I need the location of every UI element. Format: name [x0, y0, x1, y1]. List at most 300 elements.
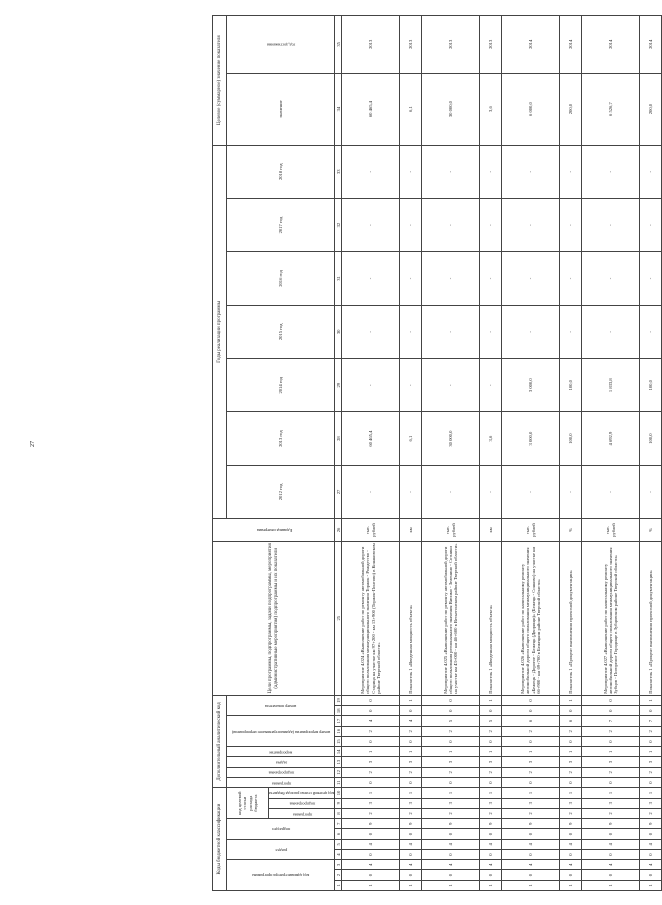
column-number: 25	[335, 541, 342, 695]
code-digit: 0	[582, 706, 640, 716]
code-digit: 0	[422, 706, 480, 716]
code-digit: 0	[342, 736, 400, 746]
code-digit: 0	[342, 849, 400, 859]
address-group-header: Дополнительный аналитический код	[213, 695, 227, 788]
expense-kind-header: номер показателя	[227, 695, 335, 716]
program-header: программа	[269, 808, 335, 818]
code-digit: 9	[342, 819, 400, 829]
year-header-2017: 2017 год	[227, 198, 335, 251]
column-number: 1	[335, 880, 342, 890]
code-digit: 0	[640, 706, 662, 716]
year-value-cell: -	[480, 145, 502, 198]
year-value-cell: -	[502, 465, 560, 518]
column-number: 8	[335, 808, 342, 818]
code-digit: 4	[422, 839, 480, 849]
code-digit: 4	[400, 716, 422, 726]
code-digit: 1	[400, 880, 422, 890]
year-value-cell: -	[400, 145, 422, 198]
rotated-table-sheet	[212, 15, 654, 891]
column-number: 30	[335, 305, 342, 358]
address-program-header: программа	[227, 777, 335, 787]
program-table	[212, 15, 662, 891]
year-value-cell: -	[560, 145, 582, 198]
code-digit: 2	[422, 726, 480, 736]
column-number-row	[335, 16, 342, 891]
code-digit: 3	[560, 798, 582, 808]
code-digit: 1	[480, 695, 502, 705]
target-year-cell: 2014	[582, 16, 640, 74]
column-number: 10	[335, 788, 342, 798]
table-row	[502, 16, 560, 891]
unit-cell: км	[480, 519, 502, 542]
code-digit: 3	[582, 757, 640, 767]
code-digit: 0	[422, 829, 480, 839]
year-value-cell: -	[422, 252, 480, 305]
code-digit: 1	[400, 747, 422, 757]
year-value-cell: -	[502, 305, 560, 358]
code-digit: 0	[400, 736, 422, 746]
code-digit: 3	[582, 798, 640, 808]
code-digit: 1	[640, 695, 662, 705]
year-value-cell: -	[640, 252, 662, 305]
code-digit: 0	[400, 829, 422, 839]
code-digit: 2	[502, 726, 560, 736]
year-value-cell: -	[640, 305, 662, 358]
year-value-cell: -	[582, 252, 640, 305]
code-digit: 0	[400, 849, 422, 859]
code-digit: 2	[582, 808, 640, 818]
table-row	[560, 16, 582, 891]
target-value-cell: 60 465,4	[342, 73, 400, 145]
year-header-2016: 2016 год	[227, 252, 335, 305]
code-digit: 0	[502, 849, 560, 859]
year-value-cell: -	[560, 305, 582, 358]
code-digit: 3	[342, 798, 400, 808]
code-digit: 0	[480, 736, 502, 746]
code-digit: 4	[640, 839, 662, 849]
code-digit: 3	[422, 757, 480, 767]
year-value-cell: -	[480, 305, 502, 358]
code-digit: 1	[640, 788, 662, 798]
unit-header: Единица измерения	[213, 519, 335, 542]
code-digit: 4	[400, 839, 422, 849]
code-digit: 0	[640, 777, 662, 787]
column-number: 9	[335, 798, 342, 808]
code-digit: 4	[342, 839, 400, 849]
target-group-header: код целевой статьи расхода бюджета	[227, 788, 269, 819]
target-value-header: значение	[227, 73, 335, 145]
target-year-cell: 2013	[422, 16, 480, 74]
event-number-header: номер мероприятия (административного мероприятия)	[227, 716, 335, 747]
year-value-cell: -	[502, 252, 560, 305]
code-digit: 0	[582, 777, 640, 787]
code-digit: 2	[560, 808, 582, 818]
code-digit: 0	[582, 695, 640, 705]
column-number: 19	[335, 695, 342, 705]
code-digit: 1	[582, 747, 640, 757]
year-value-cell: 60 465,4	[342, 412, 400, 465]
code-digit: 2	[480, 767, 502, 777]
year-header-2013: 2013 год	[227, 412, 335, 465]
year-value-cell: -	[400, 305, 422, 358]
code-digit: 2	[480, 726, 502, 736]
code-digit: 4	[640, 860, 662, 870]
year-value-cell: -	[640, 198, 662, 251]
column-number: 35	[335, 16, 342, 74]
code-digit: 1	[480, 747, 502, 757]
code-digit: 0	[480, 829, 502, 839]
column-number: 5	[335, 839, 342, 849]
code-digit: 0	[480, 849, 502, 859]
year-value-cell: 4 692,9	[582, 412, 640, 465]
code-digit: 0	[342, 829, 400, 839]
event-type-header: мероприятие	[227, 747, 335, 757]
code-digit: 3	[422, 798, 480, 808]
code-digit: 7	[640, 716, 662, 726]
code-digit: 1	[422, 880, 480, 890]
year-value-cell: -	[400, 252, 422, 305]
year-header-2015: 2015 год	[227, 305, 335, 358]
years-group-header: Годы реализации программы	[213, 145, 227, 519]
table-row	[640, 16, 662, 891]
column-number: 11	[335, 777, 342, 787]
unit-cell: %	[560, 519, 582, 542]
code-digit: 0	[422, 870, 480, 880]
code-digit: 0	[400, 706, 422, 716]
code-digit: 3	[640, 757, 662, 767]
column-number: 18	[335, 706, 342, 716]
target-year-cell: 2013	[480, 16, 502, 74]
year-value-cell: -	[422, 305, 480, 358]
column-number: 16	[335, 726, 342, 736]
code-digit: 3	[342, 757, 400, 767]
code-digit: 6	[560, 716, 582, 726]
year-value-cell: -	[422, 465, 480, 518]
code-digit: 0	[582, 736, 640, 746]
code-digit: 0	[582, 870, 640, 880]
year-value-cell: -	[342, 305, 400, 358]
column-number: 14	[335, 747, 342, 757]
column-number: 28	[335, 412, 342, 465]
code-digit: 0	[560, 706, 582, 716]
indicator-name: Показатель 1 «Введенная мощность объекта»	[400, 541, 422, 695]
column-number: 27	[335, 465, 342, 518]
code-digit: 1	[480, 788, 502, 798]
code-digit: 0	[400, 870, 422, 880]
year-value-cell: -	[342, 145, 400, 198]
code-digit: 0	[422, 849, 480, 859]
year-value-cell: -	[480, 252, 502, 305]
code-digit: 1	[560, 880, 582, 890]
budget-group-header: Коды бюджетной классификации	[213, 788, 227, 891]
year-value-cell: -	[400, 359, 422, 412]
code-digit: 2	[640, 808, 662, 818]
year-value-cell: -	[560, 465, 582, 518]
code-digit: 3	[480, 798, 502, 808]
code-digit: 1	[342, 788, 400, 798]
code-digit: 1	[422, 747, 480, 757]
year-value-cell: -	[342, 465, 400, 518]
year-value-cell: -	[560, 198, 582, 251]
code-digit: 4	[342, 860, 400, 870]
code-digit: 1	[502, 788, 560, 798]
subprogram-header: подпрограмма	[269, 798, 335, 808]
target-year-header: год достижения	[227, 16, 335, 74]
code-digit: 9	[400, 819, 422, 829]
code-digit: 1	[400, 788, 422, 798]
code-digit: 4	[582, 860, 640, 870]
code-digit: 5	[480, 716, 502, 726]
code-digit: 4	[400, 860, 422, 870]
code-digit: 2	[342, 767, 400, 777]
target-value-cell: 3,6	[480, 73, 502, 145]
column-number: 4	[335, 849, 342, 859]
code-digit: 0	[502, 736, 560, 746]
unit-cell: тыс. рублей	[342, 519, 400, 542]
name-header: Цели программы, подпрограммы, задачи подпрограммы, мероприятия (административные мероприятия) подпрограммы и их показатели	[213, 541, 335, 695]
code-digit: 2	[560, 767, 582, 777]
target-code-header: код целевой статьи расхода бюджета	[269, 788, 335, 798]
code-digit: 0	[400, 777, 422, 787]
code-digit: 2	[640, 767, 662, 777]
code-digit: 0	[480, 870, 502, 880]
year-value-cell: 3 000,0	[502, 359, 560, 412]
year-header-2014: 2014 год	[227, 359, 335, 412]
code-digit: 0	[582, 849, 640, 859]
code-digit: 0	[560, 829, 582, 839]
code-digit: 9	[582, 819, 640, 829]
code-digit: 0	[502, 777, 560, 787]
final-group-header: Целевое (суммарное) значение показателя	[213, 16, 227, 146]
code-digit: 1	[400, 695, 422, 705]
code-digit: 2	[582, 726, 640, 736]
code-digit: 2	[400, 726, 422, 736]
code-digit: 1	[342, 747, 400, 757]
target-value-cell: 30 000,0	[422, 73, 480, 145]
year-value-cell: -	[422, 198, 480, 251]
year-value-cell: 100,0	[640, 359, 662, 412]
code-digit: 0	[640, 849, 662, 859]
unit-cell: км	[400, 519, 422, 542]
code-digit: 0	[422, 736, 480, 746]
code-digit: 0	[502, 829, 560, 839]
code-digit: 4	[582, 839, 640, 849]
code-digit: 1	[480, 880, 502, 890]
year-value-cell: -	[480, 465, 502, 518]
column-number: 31	[335, 252, 342, 305]
year-value-cell: 100,0	[640, 412, 662, 465]
unit-cell: %	[640, 519, 662, 542]
year-value-cell: -	[582, 145, 640, 198]
code-digit: 5	[422, 716, 480, 726]
code-digit: 2	[400, 767, 422, 777]
code-digit: 1	[342, 880, 400, 890]
year-value-cell: -	[480, 198, 502, 251]
unit-cell: тыс. рублей	[582, 519, 640, 542]
subsection-header: подраздел	[227, 819, 335, 840]
column-number: 32	[335, 198, 342, 251]
code-digit: 2	[502, 767, 560, 777]
target-value-cell: 6,1	[400, 73, 422, 145]
year-value-cell: -	[422, 359, 480, 412]
year-value-cell: -	[342, 198, 400, 251]
column-number: 6	[335, 829, 342, 839]
column-number: 26	[335, 519, 342, 542]
code-digit: 1	[560, 788, 582, 798]
code-digit: 4	[342, 716, 400, 726]
code-digit: 4	[560, 839, 582, 849]
code-digit: 0	[480, 777, 502, 787]
column-number: 12	[335, 767, 342, 777]
code-digit: 2	[560, 726, 582, 736]
code-digit: 9	[480, 819, 502, 829]
table-row	[582, 16, 640, 891]
year-value-cell: -	[400, 198, 422, 251]
year-value-cell: -	[582, 465, 640, 518]
code-digit: 4	[480, 860, 502, 870]
table-row	[480, 16, 502, 891]
target-year-cell: 2014	[560, 16, 582, 74]
code-digit: 9	[422, 819, 480, 829]
code-digit: 0	[502, 870, 560, 880]
column-number: 34	[335, 73, 342, 145]
code-digit: 0	[422, 777, 480, 787]
code-digit: 2	[480, 808, 502, 818]
code-digit: 3	[480, 757, 502, 767]
column-number: 15	[335, 736, 342, 746]
event-name: Мероприятие 4.027 «Выполнение работ по капитальному ремонту автомобильной дороги общего пользования межмуниципального значения Зубцов - Погорелое Городище в Зубцовском районе Тверской области»	[582, 541, 640, 695]
code-digit: 0	[342, 777, 400, 787]
year-value-cell: -	[342, 252, 400, 305]
code-digit: 2	[422, 767, 480, 777]
year-value-cell: -	[400, 465, 422, 518]
column-number: 3	[335, 860, 342, 870]
code-digit: 0	[502, 706, 560, 716]
unit-cell: тыс. рублей	[502, 519, 560, 542]
year-value-cell: 1 833,8	[582, 359, 640, 412]
code-digit: 2	[502, 808, 560, 818]
year-value-cell: -	[480, 359, 502, 412]
code-digit: 0	[502, 695, 560, 705]
code-digit: 1	[422, 788, 480, 798]
code-digit: 0	[640, 829, 662, 839]
column-number: 2	[335, 870, 342, 880]
code-digit: 4	[480, 839, 502, 849]
admin-code-header: код администратора программы	[227, 860, 335, 891]
indicator-name: Показатель 1 «Введенная мощность объекта»	[480, 541, 502, 695]
year-value-cell: -	[640, 145, 662, 198]
column-number: 13	[335, 757, 342, 767]
code-digit: 3	[502, 757, 560, 767]
code-digit: 9	[560, 819, 582, 829]
target-year-cell: 2013	[400, 16, 422, 74]
table-row	[400, 16, 422, 891]
code-digit: 0	[640, 736, 662, 746]
code-digit: 0	[640, 870, 662, 880]
code-digit: 1	[560, 695, 582, 705]
code-digit: 0	[560, 777, 582, 787]
code-digit: 4	[502, 839, 560, 849]
code-digit: 0	[560, 849, 582, 859]
code-digit: 2	[342, 726, 400, 736]
target-value-cell: 200,0	[640, 73, 662, 145]
column-number: 29	[335, 359, 342, 412]
code-digit: 2	[342, 808, 400, 818]
code-digit: 7	[582, 716, 640, 726]
year-value-cell: -	[640, 465, 662, 518]
section-header: раздел	[227, 839, 335, 860]
event-name: Мероприятие 4.026 «Выполнение работ по капитальному ремонту автомобильной дороги общего пользования межмуниципального значения «Бежецк - Дорогое - Бежецк (Дворищи)» (Бежецк - Сонково) на участке км 66+900 - км 69+700 в Бежецком районе Тверской области»	[502, 541, 560, 695]
event-name: Мероприятие 4.024 «Выполнение работ по ремонту автомобильной дороги общего пользования межмуниципального значения Торжок - Рождество - Старица на участке км 97+200 - км 13+900 (Торжок-Понтово) в Конаковском районе Тверской области»	[342, 541, 400, 695]
code-digit: 2	[640, 726, 662, 736]
year-value-cell: -	[342, 359, 400, 412]
code-digit: 1	[582, 880, 640, 890]
code-digit: 0	[480, 706, 502, 716]
code-digit: 0	[560, 736, 582, 746]
year-value-cell: -	[582, 305, 640, 358]
code-digit: 1	[640, 747, 662, 757]
code-digit: 0	[422, 695, 480, 705]
address-subprogram-header: подпрограмма	[227, 767, 335, 777]
code-digit: 6	[502, 716, 560, 726]
code-digit: 1	[502, 880, 560, 890]
unit-cell: тыс. рублей	[422, 519, 480, 542]
code-digit: 1	[560, 747, 582, 757]
code-digit: 0	[342, 870, 400, 880]
year-value-cell: -	[560, 252, 582, 305]
code-digit: 0	[560, 870, 582, 880]
code-digit: 1	[582, 788, 640, 798]
code-digit: 3	[400, 798, 422, 808]
code-digit: 3	[560, 757, 582, 767]
year-value-cell: 3 000,0	[502, 412, 560, 465]
year-value-cell: -	[422, 145, 480, 198]
direction-header: задача	[227, 757, 335, 767]
year-value-cell: 30 000,0	[422, 412, 480, 465]
code-digit: 9	[640, 819, 662, 829]
year-header-2012: 2012 год	[227, 465, 335, 518]
year-value-cell: 3,6	[480, 412, 502, 465]
code-digit: 2	[582, 767, 640, 777]
column-number: 33	[335, 145, 342, 198]
year-value-cell: 100,0	[560, 412, 582, 465]
code-digit: 3	[640, 798, 662, 808]
code-digit: 0	[342, 706, 400, 716]
year-value-cell: 100,0	[560, 359, 582, 412]
page-number: 27	[30, 441, 36, 447]
code-digit: 2	[400, 808, 422, 818]
indicator-name: Показатель 1 «Процент выполнения проектной документации»	[640, 541, 662, 695]
event-name: Мероприятие 4.025 «Выполнение работ по ремонту автомобильной дороги общего пользования регионального значения Висимо - Зеленино - Сотники на участке км 43+000 - км 46+600 в Весьегонском районе Тверской области»	[422, 541, 480, 695]
year-value-cell: 6,1	[400, 412, 422, 465]
code-digit: 4	[422, 860, 480, 870]
target-year-cell: 2014	[640, 16, 662, 74]
code-digit: 1	[502, 747, 560, 757]
code-digit: 0	[582, 829, 640, 839]
code-digit: 4	[502, 860, 560, 870]
year-value-cell: -	[502, 145, 560, 198]
target-year-cell: 2013	[342, 16, 400, 74]
code-digit: 3	[400, 757, 422, 767]
code-digit: 0	[342, 695, 400, 705]
year-value-cell: -	[502, 198, 560, 251]
column-number: 7	[335, 819, 342, 829]
code-digit: 3	[502, 798, 560, 808]
table-row	[422, 16, 480, 891]
code-digit: 1	[640, 880, 662, 890]
year-header-2018: 2018 год	[227, 145, 335, 198]
indicator-name: Показатель 1 «Процент выполнения проектной документации»	[560, 541, 582, 695]
